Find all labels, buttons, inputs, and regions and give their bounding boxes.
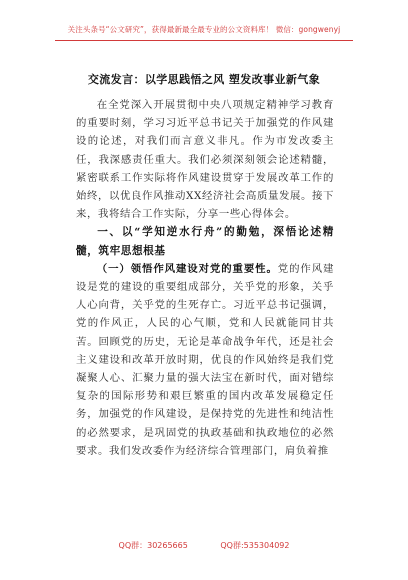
subsection-heading: （一）领悟作风建设对党的重要性。 [96, 262, 278, 275]
footer [0, 540, 408, 551]
section-heading: 一、以“学知逆水行舟”的勤勉，深悟论述精髓，筑牢思想根基 [76, 226, 334, 257]
header-banner: 关注头条号“公文研究”，获得最新最全最专业的公文资料库！ 微信：gongwenyj [67, 25, 341, 34]
footer-qq-group-2: QQ群:535304092 [220, 541, 290, 550]
footer-qq-group-1: QQ群：30265665 [118, 541, 188, 550]
header-divider [55, 40, 353, 41]
subsection-body: 党的作风建设是党的建设的重要组成部分，关乎党的形象，关乎人心向背，关乎党的生死存亡。习近平总书记强调，党的作风正，人民的心气顺，党和人民就能同甘共苦。回顾党的历史，无论是革命战争年代，还是社会主义建设和改革开放时期，优良的作风始终是我们党凝聚人心、汇聚力量的强大法宝在新时代，面对错综复杂的国际形势和艰巨繁重的国内改革发展稳定任务，加强党的作风建设，是保持党的先进性和纯洁性的必然要求，是巩固党的执政基础和执政地位的必然要求。我们发改委作为经济综合管理部门，肩负着推 [76, 262, 334, 457]
document-body [76, 96, 334, 460]
document-title: 交流发言：以学思践悟之风 塑发改事业新气象 [87, 73, 321, 86]
intro-paragraph: 在全党深入开展贯彻中央八项规定精神学习教育的重要时刻，学习习近平总书记关于加强党的作风建设的论述，对我们而言意义非凡。作为市发改委主任，我深感责任重大。我们必须深刻领会论述精髓，紧密联系工作实际将作风建设贯穿于发展改革工作的始终，以优良作风推动XX经济社会高质量发展。接下来，我将结合工作实际，分享一些心得体会。 [76, 99, 334, 221]
subsection-paragraph [76, 260, 334, 460]
